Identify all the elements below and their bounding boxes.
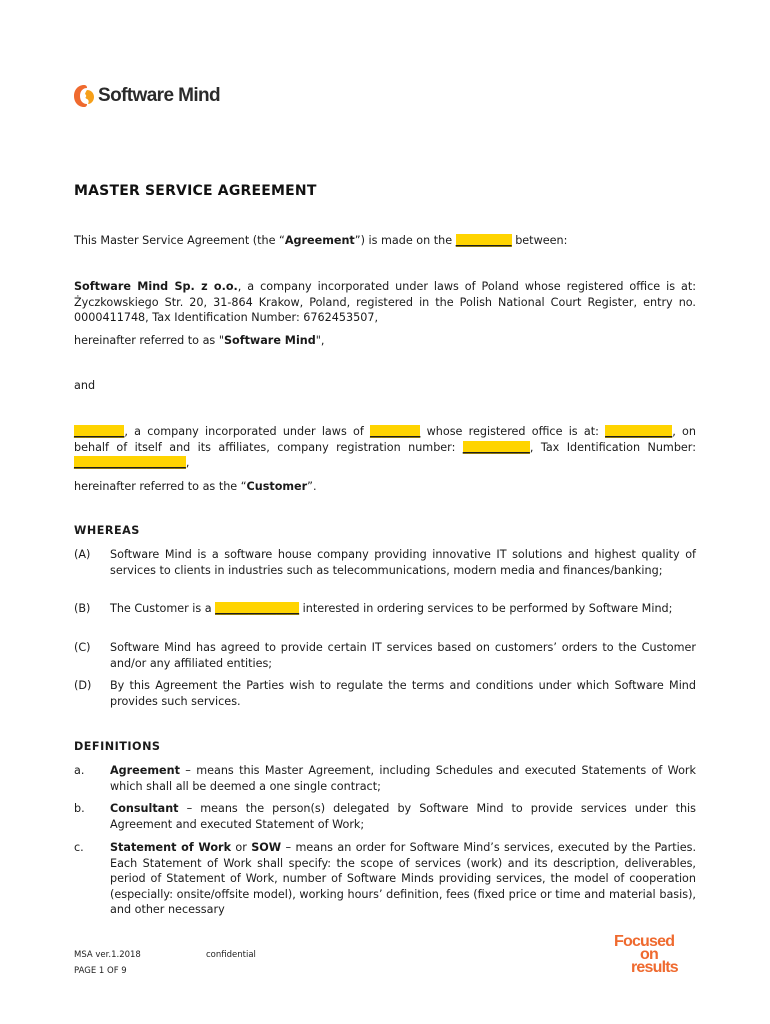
footer-version: MSA ver.1.2018 — [74, 950, 141, 960]
and-separator: and — [74, 379, 96, 392]
footer-page-number: PAGE 1 OF 9 — [74, 966, 127, 976]
whereas-heading: WHEREAS — [74, 524, 140, 537]
term-agreement: Agreement — [284, 234, 355, 247]
party2-name-blank[interactable]: _________ — [74, 425, 125, 438]
software-mind-logo — [73, 84, 220, 108]
whereas-item: (C) Software Mind has agreed to provide certain IT services based on customers’ orders to the Customer and/or any affiliated entities; — [74, 641, 696, 670]
logo-wordmark: Software Mind — [98, 85, 221, 106]
party2-paragraph: _________, a company incorporated under laws of _________ whose registered office is at: ____________, on behalf of itself and its affiliates, company registration number: ____________, Tax Identification Number: ____________________, — [74, 425, 696, 470]
date-blank-field[interactable]: __________ — [455, 234, 512, 247]
party2-tax-id-blank[interactable]: ____________________ — [74, 456, 186, 470]
definition-item: c. Statement of Work or SOW – means an order for Software Mind’s services, executed by the Parties. Each Statement of Work shall specify: the scope of services (work) and its description, deliverables, period of Statement of Work, number of Software Minds providing services, the model of cooperation (especially: onsite/offsite model), working hours’ definition, fees (fixed price or time and material basis), and other necessary — [74, 841, 696, 917]
footer-confidential: confidential — [206, 950, 256, 960]
party1-paragraph: Software Mind Sp. z o.o., a company incorporated under laws of Poland whose registered office is at: Życzkowskiego Str. 20, 31-864 Krakow, Poland, registered in the Polish National Court Register, entry no. 0000411748, Tax Identification Number: 6762453507, — [74, 280, 696, 325]
party1-name: Software Mind Sp. z o.o. — [74, 280, 238, 293]
software-mind-flame-icon — [73, 84, 95, 108]
party2-reference: hereinafter referred to as the “Customer”. — [74, 480, 317, 493]
whereas-item: (A) Software Mind is a software house company providing innovative IT solutions and highest quality of services to clients in industries such as telecommunications, modern media and finances/banking; — [74, 548, 696, 577]
focused-on-results-logo: Focused on results — [614, 933, 678, 976]
customer-type-blank[interactable]: _______________ — [215, 602, 300, 615]
party2-country-blank[interactable]: _________ — [370, 425, 421, 438]
party2-registration-blank[interactable]: ____________ — [462, 440, 530, 454]
party2-office-blank[interactable]: ____________ — [605, 425, 673, 438]
document-title: MASTER SERVICE AGREEMENT — [74, 183, 317, 199]
whereas-item: (D) By this Agreement the Parties wish to regulate the terms and conditions under which Software Mind provides such services. — [74, 679, 696, 708]
definitions-heading: DEFINITIONS — [74, 740, 161, 753]
definition-item: a. Agreement – means this Master Agreement, including Schedules and executed Statements of Work which shall all be deemed a one single contract; — [74, 764, 696, 793]
intro-paragraph: This Master Service Agreement (the “Agreement”) is made on the __________ between: — [74, 234, 568, 247]
party1-reference: hereinafter referred to as "Software Mind", — [74, 334, 325, 347]
definition-item: b. Consultant – means the person(s) delegated by Software Mind to provide services under this Agreement and executed Statement of Work; — [74, 802, 696, 831]
whereas-item: (B) The Customer is a _______________ interested in ordering services to be performed by Software Mind; — [74, 602, 673, 615]
